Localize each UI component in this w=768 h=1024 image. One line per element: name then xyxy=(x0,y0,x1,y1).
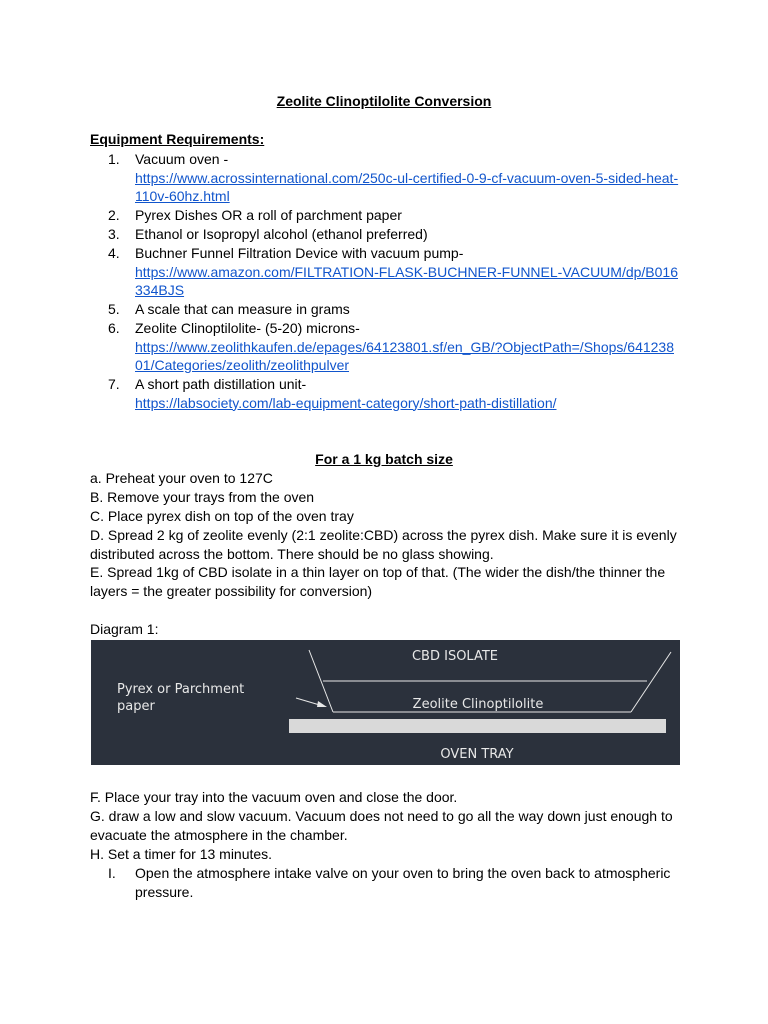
step-text: G. draw a low and slow vacuum. Vacuum does not need to go all the way down just enough to evacuate the atmosphere in the chamber. xyxy=(90,808,673,843)
equipment-heading: Equipment Requirements: xyxy=(90,131,265,147)
arrow-head-icon xyxy=(317,701,327,707)
list-item-text: Zeolite Clinoptilolite- (5-20) microns- xyxy=(135,320,360,336)
list-item-text: Ethanol or Isopropyl alcohol (ethanol preferred) xyxy=(135,226,428,242)
zeolite-label: Zeolite Clinoptilolite xyxy=(412,697,544,712)
distillation-link[interactable]: https://labsociety.com/lab-equipment-category/short-path-distillation/ xyxy=(135,394,557,411)
list-item-text: Buchner Funnel Filtration Device with vacuum pump- xyxy=(135,245,464,261)
batch-heading: For a 1 kg batch size xyxy=(315,451,453,467)
list-number: 5. xyxy=(108,301,120,317)
list-number: 7. xyxy=(108,376,120,392)
buchner-funnel-link[interactable]: https://www.amazon.com/FILTRATION-FLASK-BUCHNER-FUNNEL-VACUUM/dp/B016334BJS xyxy=(135,263,679,298)
step-text: B. Remove your trays from the oven xyxy=(90,489,315,505)
step-text: E. Spread 1kg of CBD isolate in a thin layer on top of that. (The wider the dish/the thinner the layers = the greater possibility for conversion) xyxy=(90,564,666,599)
list-item-text: Pyrex Dishes OR a roll of parchment paper xyxy=(135,207,402,223)
list-item-text: A short path distillation unit- xyxy=(135,376,307,392)
diagram-svg xyxy=(91,640,680,765)
step-text: a. Preheat your oven to 127C xyxy=(90,470,273,486)
document-title: Zeolite Clinoptilolite Conversion xyxy=(276,93,492,109)
list-item-content xyxy=(135,244,680,300)
step-text: D. Spread 2 kg of zeolite evenly (2:1 zeolite:CBD) across the pyrex dish. Make sure it is evenly distributed across the bottom. There should be no glass showing. xyxy=(90,527,677,562)
step-text: C. Place pyrex dish on top of the oven tray xyxy=(90,508,354,524)
diagram-figure xyxy=(91,640,680,765)
oven-tray-bar xyxy=(289,719,666,733)
diagram-label: Diagram 1: xyxy=(90,621,159,637)
list-item-content xyxy=(135,150,680,206)
zeolite-link[interactable]: https://www.zeolithkaufen.de/epages/64123801.sf/en_GB/?ObjectPath=/Shops/64123801/Categories/zeolith/zeolithpulver xyxy=(135,338,674,373)
list-number: 6. xyxy=(108,320,120,336)
list-number: 1. xyxy=(108,151,120,167)
list-number: I. xyxy=(108,865,116,881)
step-text: H. Set a timer for 13 minutes. xyxy=(90,846,273,862)
vacuum-oven-link[interactable]: https://www.acrossinternational.com/250c-ul-certified-0-9-cf-vacuum-oven-5-sided-heat-110v-60hz.html xyxy=(135,169,679,204)
list-item-content xyxy=(135,375,680,412)
list-number: 2. xyxy=(108,207,120,223)
list-item-text: Open the atmosphere intake valve on your oven to bring the oven back to atmospheric pressure. xyxy=(135,865,671,900)
dish-right-wall xyxy=(631,652,671,712)
cbd-isolate-label: CBD ISOLATE xyxy=(411,649,499,664)
oven-tray-label: OVEN TRAY xyxy=(440,747,514,762)
list-number: 4. xyxy=(108,245,120,261)
pyrex-label-line2: paper xyxy=(117,699,155,714)
pyrex-label-line1: Pyrex or Parchment xyxy=(117,682,245,697)
list-item-text: A scale that can measure in grams xyxy=(135,301,350,317)
step-text: F. Place your tray into the vacuum oven and close the door. xyxy=(90,789,458,805)
list-item-text: Vacuum oven - xyxy=(135,151,229,167)
list-number: 3. xyxy=(108,226,120,242)
list-item-content xyxy=(135,319,680,375)
